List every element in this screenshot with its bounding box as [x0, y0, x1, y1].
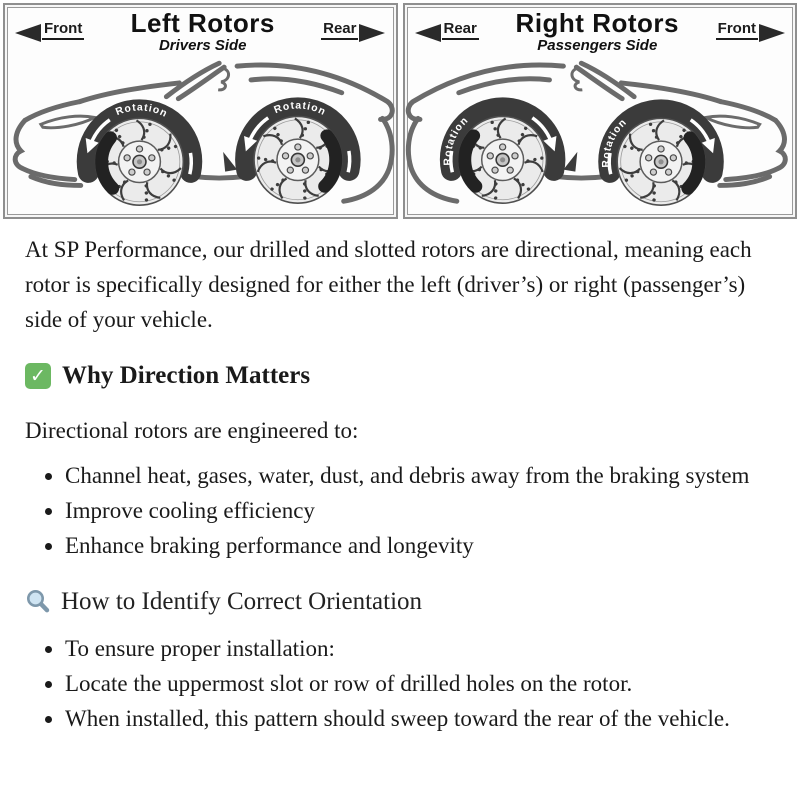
list-item: • Channel heat, gases, water, dust, and debris away from the braking system	[65, 458, 773, 493]
left-panel-title-wrap	[131, 10, 275, 54]
list-item: • Improve cooling efficiency	[65, 493, 773, 528]
right-panel-header	[405, 10, 796, 54]
arrow-left-icon	[15, 24, 41, 42]
intro-paragraph: At SP Performance, our drilled and slotted rotors are directional, meaning each rotor is specifically designed for either the left (driver’s) or right (passenger’s) side of your vehicle.	[25, 237, 752, 332]
rotation-label-rear: Rotation	[272, 100, 328, 119]
direction-label-text: Front	[42, 20, 84, 40]
section2-bullet-list	[25, 631, 773, 736]
arrow-right-icon	[359, 24, 385, 42]
left-panel-header	[5, 10, 396, 54]
section-heading-why-direction-matters	[25, 359, 773, 393]
arrow-left-icon	[415, 24, 441, 42]
rotation-label-rear: Rotation	[442, 114, 471, 166]
right-rotors-panel	[403, 3, 798, 219]
check-mark-icon: ✓	[25, 363, 51, 389]
list-item: • Enhance braking performance and longevity	[65, 528, 773, 563]
panel-title: Right Rotors	[515, 8, 679, 38]
right-panel-title-wrap	[516, 10, 679, 54]
front-direction-label	[15, 17, 84, 42]
section1-lead: Directional rotors are engineered to:	[25, 418, 359, 443]
rotation-label-front: Rotation	[600, 116, 629, 168]
front-direction-label	[716, 17, 785, 42]
section-heading-identify-orientation	[25, 585, 773, 619]
article-body	[0, 232, 800, 746]
direction-label-text: Rear	[321, 20, 358, 40]
rotation-label-front: Rotation	[114, 102, 170, 121]
list-item: • To ensure proper installation:	[65, 631, 773, 666]
arrow-right-icon	[759, 24, 785, 42]
left-rotors-panel	[3, 3, 398, 219]
magnifying-glass-icon	[25, 589, 52, 616]
rear-direction-label	[415, 17, 479, 42]
section-heading-text: Why Direction Matters	[62, 362, 311, 389]
panel-subtitle: Passengers Side	[537, 37, 658, 54]
list-item: • Locate the uppermost slot or row of drilled holes on the rotor.	[65, 666, 773, 701]
direction-label-text: Front	[716, 20, 758, 40]
direction-label-text: Rear	[442, 20, 479, 40]
rear-direction-label	[321, 17, 385, 42]
section-heading-text: How to Identify Correct Orientation	[61, 588, 423, 615]
panel-title: Left Rotors	[130, 8, 275, 38]
rotor-diagram	[0, 0, 800, 222]
section1-bullet-list	[25, 458, 773, 563]
list-item: • When installed, this pattern should sweep toward the rear of the vehicle.	[65, 701, 773, 736]
panel-subtitle: Drivers Side	[158, 37, 247, 54]
